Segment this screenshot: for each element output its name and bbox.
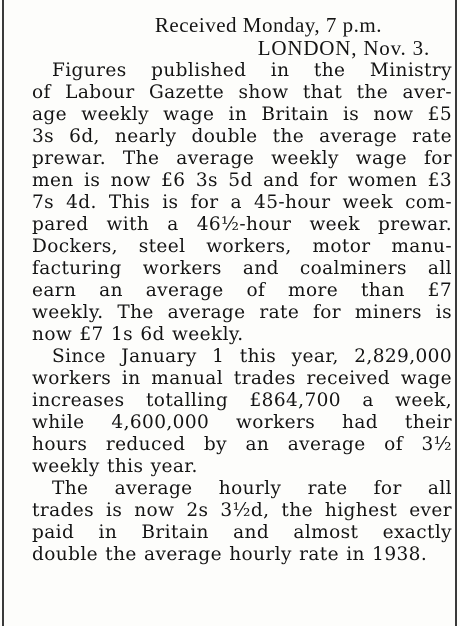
right-column-rule [455,0,457,626]
text-line: Dockers, steel workers, motor manu- [32,236,452,257]
text-line: while 4,600,000 workers had their [32,412,452,433]
text-line: prewar. The average weekly wage for [32,148,452,169]
text-line: workers in manual trades received wage [32,368,452,389]
text-line: 3s 6d, nearly double the average rate [32,126,452,147]
text-line: weekly this year. [32,456,198,477]
text-line: The average hourly rate for all [52,478,452,499]
text-line: weekly. The average rate for miners is [32,302,452,323]
article-paragraph-3 [12,478,452,566]
text-line: men is now £6 3s 5d and for women £3 [32,170,452,191]
text-line: Figures published in the Ministry [52,60,452,81]
left-column-rule [2,0,4,626]
text-line: now £7 1s 6d weekly. [32,324,244,345]
text-line: facturing workers and coalminers all [32,258,452,279]
article-paragraph-1 [12,60,452,346]
text-line: earn an average of more than £7 [32,280,452,301]
text-line: pared with a 46½-hour week prewar. [32,214,452,235]
text-line: hours reduced by an average of 3½ [32,434,452,455]
received-dateline: Received Monday, 7 p.m. [154,13,382,37]
place-dateline: LONDON, Nov. 3. [257,36,430,60]
text-line: 7s 4d. This is for a 45-hour week com- [32,192,452,213]
text-line: paid in Britain and almost exactly [32,522,452,543]
text-line: increases totalling £864,700 a week, [32,390,452,411]
text-line: double the average hourly rate in 1938. [32,544,428,565]
text-line: trades is now 2s 3½d, the highest ever [32,500,452,521]
article-paragraph-2 [12,346,452,478]
text-line: age weekly wage in Britain is now £5 [32,104,452,125]
news-article [12,6,452,566]
text-line: Since January 1 this year, 2,829,000 [52,346,452,367]
text-line: of Labour Gazette show that the aver- [32,82,452,103]
